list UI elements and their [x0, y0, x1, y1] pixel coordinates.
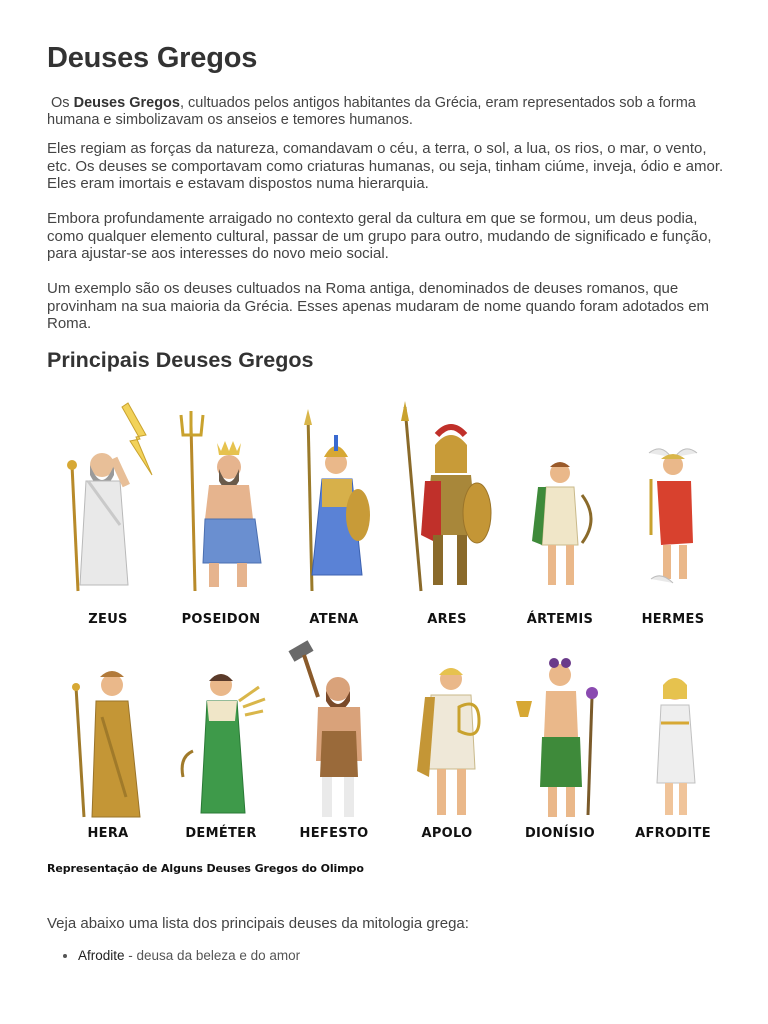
god-label-apolo: APOLO — [421, 826, 473, 841]
god-label-ares: ARES — [427, 612, 467, 627]
god-label-demeter: DEMÉTER — [185, 826, 257, 841]
god-figure-zeus — [56, 395, 160, 595]
artemis-icon — [508, 395, 612, 595]
list-item-desc: - deusa da beleza e do amor — [124, 948, 301, 963]
god-label-hera: HERA — [87, 826, 129, 841]
god-label-zeus: ZEUS — [88, 612, 128, 627]
god-figure-apolo — [395, 627, 499, 827]
demeter-icon — [169, 627, 273, 827]
intro-paragraph — [47, 95, 727, 129]
hera-icon — [56, 627, 160, 827]
page-title: Deuses Gregos — [47, 42, 258, 74]
atena-icon — [282, 395, 386, 595]
ares-icon — [395, 395, 499, 595]
zeus-icon — [56, 395, 160, 595]
list-item-name: Afrodite — [78, 948, 125, 963]
god-figure-dionisio — [508, 627, 612, 827]
god-label-afrodite: AFRODITE — [635, 826, 711, 841]
god-figure-poseidon — [169, 395, 273, 595]
section-subtitle: Principais Deuses Gregos — [47, 348, 314, 372]
god-label-poseidon: POSEIDON — [181, 612, 261, 627]
god-label-hermes: HERMES — [641, 612, 705, 627]
paragraph-2: Embora profundamente arraigado no contexto geral da cultura em que se formou, um deus podia, como qualquer elemento cultural, passar de um grupo para outro, mudando de significado e função, para ajustar-se aos interesses do novo meio social. — [47, 210, 712, 262]
god-label-atena: ATENA — [309, 612, 359, 627]
paragraph-1: Eles regiam as forças da natureza, comandavam o céu, a terra, o sol, a lua, os rios, o mar, o vento, etc. Os deuses se comportavam como criaturas humanas, ou seja, tinham ciúme, inveja, ódio e amor. Eles eram imortais e estavam dispostos numa hierarquia. — [47, 140, 724, 192]
god-figure-atena — [282, 395, 386, 595]
god-figure-demeter — [169, 627, 273, 827]
god-figure-hefesto — [282, 627, 386, 827]
gods-list — [60, 948, 300, 963]
god-figure-artemis — [508, 395, 612, 595]
poseidon-icon — [169, 395, 273, 595]
god-label-artemis: ÁRTEMIS — [526, 612, 594, 627]
hermes-icon — [621, 395, 725, 595]
figure-caption: Representação de Alguns Deuses Gregos do Olimpo — [47, 862, 364, 875]
god-figure-hera — [56, 627, 160, 827]
list-item — [78, 948, 300, 963]
gods-illustration — [46, 395, 726, 845]
paragraph-3: Um exemplo são os deuses cultuados na Roma antiga, denominados de deuses romanos, que provinham na sua maioria da Grécia. Esses apenas mudaram de nome quando foram adotados em Roma. — [47, 280, 710, 332]
list-intro: Veja abaixo uma lista dos principais deuses da mitologia grega: — [47, 915, 469, 932]
god-label-hefesto: HEFESTO — [299, 826, 369, 841]
apolo-icon — [395, 627, 499, 827]
hefesto-icon — [282, 627, 386, 827]
afrodite-icon — [621, 627, 725, 827]
intro-prefix: Os — [51, 95, 74, 111]
god-label-dionisio: DIONÍSIO — [524, 826, 596, 841]
intro-suffix: , cultuados pelos antigos habitantes da Grécia, eram representados sob a forma humana e simbolizavam os anseios e temores humanos. — [47, 95, 696, 128]
dionisio-icon — [508, 627, 612, 827]
god-figure-hermes — [621, 395, 725, 595]
god-figure-afrodite — [621, 627, 725, 827]
intro-bold: Deuses Gregos — [73, 95, 180, 111]
god-figure-ares — [395, 395, 499, 595]
